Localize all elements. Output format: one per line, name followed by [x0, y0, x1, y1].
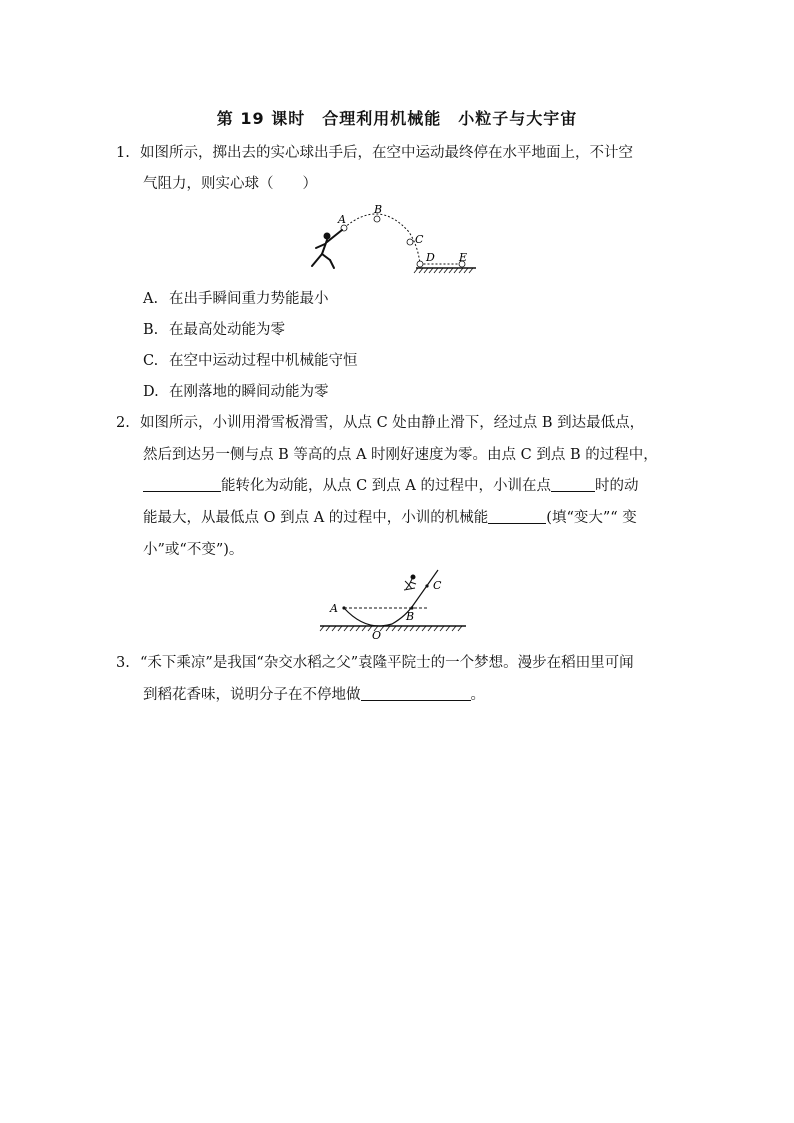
question-3-number: 3. [116, 655, 130, 671]
figure-1-label-e: E [459, 251, 468, 264]
figure-1-label-c: C [415, 233, 424, 246]
question-2-line-2: 然后到达另一侧与点 B 等高的点 A 时刚好速度为零。由点 C 到点 B 的过程中， [143, 447, 658, 463]
question-3-text-1: “禾下乘凉”是我国“杂交水稻之父”袁隆平院士的一个梦想。漫步在稻田里可闻 [140, 655, 634, 671]
answer-blank-4[interactable] [361, 686, 471, 701]
question-3-line-1 [116, 653, 634, 673]
figure-skiing [316, 568, 472, 644]
question-1-text-1: 如图所示，掷出去的实心球出手后，在空中运动最终停在水平地面上，不计空 [140, 145, 633, 161]
figure-1-label-d: D [426, 251, 435, 264]
figure-2-label-a: A [330, 602, 338, 615]
question-2-line-4 [143, 508, 637, 528]
option-text: 在刚落地的瞬间动能为零 [169, 384, 329, 400]
page-title: 第 19 课时 合理利用机械能 小粒子与大宇宙 [216, 109, 578, 128]
question-2-line-5: 小”或“不变”)。 [143, 542, 244, 558]
option-text: 在最高处动能为零 [169, 322, 285, 338]
figure-2-label-c: C [433, 579, 442, 592]
question-1-option-c [143, 351, 358, 371]
option-letter: D. [143, 384, 159, 400]
question-1-option-b [143, 320, 285, 340]
question-1-number: 1. [116, 145, 130, 161]
answer-blank-1[interactable] [143, 477, 221, 492]
question-3-text-2b: 。 [470, 687, 485, 703]
figure-2-label-o: O [372, 629, 382, 642]
question-1-option-a [143, 289, 329, 309]
option-text: 在出手瞬间重力势能最小 [169, 291, 329, 307]
question-2-text-4b: (填“变大”“ 变 [546, 510, 637, 526]
figure-1-label-a: A [338, 213, 346, 226]
option-letter: C. [143, 353, 159, 369]
question-2-line-3 [143, 476, 639, 496]
option-letter: B. [143, 322, 159, 338]
answer-blank-2[interactable] [551, 477, 595, 492]
option-text: 在空中运动过程中机械能守恒 [169, 353, 358, 369]
figure-2-label-b: B [406, 610, 415, 623]
question-2-text-1: 如图所示，小训用滑雪板滑雪，从点 C 处由静止滑下，经过点 B 到达最低点， [140, 415, 645, 431]
figure-shot-put [304, 202, 482, 280]
option-letter: A. [143, 291, 159, 307]
question-3-text-2a: 到稻花香味，说明分子在不停地做 [143, 687, 361, 703]
question-1-line-1 [116, 143, 633, 163]
question-3-line-2 [143, 685, 485, 705]
question-2-number: 2. [116, 415, 130, 431]
question-2-text-3a: 能转化为动能，从点 C 到点 A 的过程中，小训在点 [221, 478, 552, 494]
figure-1-label-b: B [374, 203, 383, 216]
question-1-line-2: 气阻力，则实心球（ ） [143, 176, 317, 192]
answer-blank-3[interactable] [488, 509, 546, 524]
question-2-line-1 [116, 413, 644, 433]
question-1-option-d [143, 382, 329, 402]
question-2-text-4a: 能最大，从最低点 O 到点 A 的过程中，小训的机械能 [143, 510, 489, 526]
question-2-text-3b: 时的动 [595, 478, 639, 494]
